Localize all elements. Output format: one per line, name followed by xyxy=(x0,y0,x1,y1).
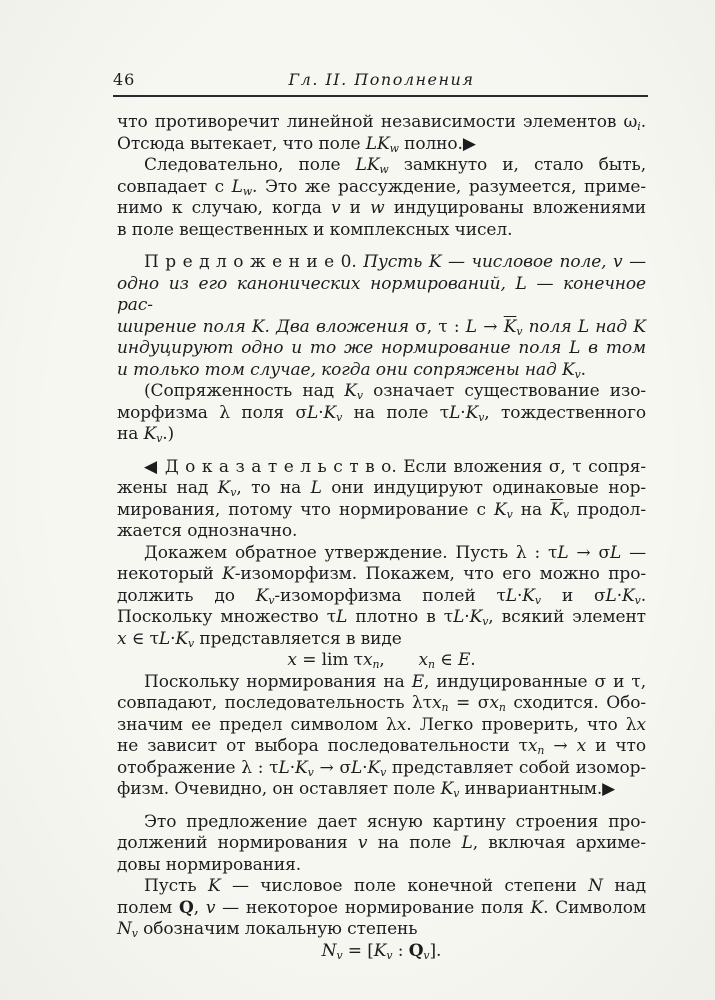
text-line: должений нормирования v на поле L, включая архиме- xyxy=(117,833,646,853)
text-line: ◀ Д о к а з а т е л ь с т в о. Если вложения σ, τ сопря- xyxy=(144,456,646,477)
paragraph-consequently xyxy=(117,155,646,241)
text-line: в поле вещественных и комплексных чисел. xyxy=(117,219,513,240)
text-line: совпадают, последовательность $\lambda\tau x_n = \sigma x_n$ сходится. Обо- xyxy=(117,693,646,715)
text-line: довы нормирования. xyxy=(117,854,302,875)
text-line: некоторый K-изоморфизм. Покажем, что его можно про- xyxy=(117,564,646,584)
proof-continued xyxy=(117,543,646,651)
text-line: мирования, потому что нормирование с $K_v$ на $\overline{K}_v$ продол- xyxy=(117,499,646,521)
page-body xyxy=(117,112,646,962)
text-line: жается однозначно. xyxy=(117,521,298,541)
text-line: ширение поля K. Два вложения σ, τ : $L \to \overline{K}_v$ поля L над K xyxy=(117,316,646,338)
page-content xyxy=(113,68,647,962)
text-line: Докажем обратное утверждение. Пусть λ : τL → σL — xyxy=(144,542,646,563)
text-line: нимо к случаю, когда v и w индуцированы вложениями xyxy=(117,198,647,218)
formula-limit xyxy=(117,650,646,672)
running-header xyxy=(113,68,646,92)
text-line: Поскольку нормирования на E, индуцированные σ и τ, xyxy=(144,671,646,692)
parenthetical-note xyxy=(117,381,646,446)
text-line: значим ее предел символом λx. Легко проверить, что λx xyxy=(117,714,646,735)
formula-line: $N_v = [K_v$ : $Q_v$]. xyxy=(321,940,442,962)
proof xyxy=(117,457,646,543)
page-number: 46 xyxy=(113,70,136,89)
paragraph-continuation xyxy=(117,112,646,155)
text-line: физм. Очевидно, он оставляет поле $K_v$ инвариантным.▶ xyxy=(117,779,616,801)
text-line: Отсюда вытекает, что поле $LK_w$ полно.▶ xyxy=(117,133,476,155)
text-line: x ∈ $\tau L\cdot K_v$ представляется в виде xyxy=(117,628,402,650)
local-degree-intro xyxy=(117,876,646,941)
text-line: Поскольку множество τL плотно в $\tau L\cdot K_v$, всякий элемент xyxy=(117,607,646,629)
text-line: что противоречит линейной независимости элементов $\omega_i$. xyxy=(117,112,646,134)
text-line: морфизма λ поля $\sigma L\cdot K_v$ на поле $\tau L\cdot K_v$, тождественного xyxy=(117,402,647,424)
text-line: не зависит от выбора последовательности $\tau x_n \to x$ и что xyxy=(117,736,646,758)
text-line: Пусть K — числовое поле конечной степени N над xyxy=(144,876,646,896)
text-line: $N_v$ обозначим локальную степень xyxy=(117,919,418,941)
text-line: П р е д л о ж е н и е 0. Пусть K — числовое поле, v — xyxy=(144,252,646,272)
text-line: одно из его канонических нормирований, L — конечное рас- xyxy=(117,273,646,315)
proof-conclusion xyxy=(117,672,646,801)
text-line: совпадает с $L_w$. Это же рассуждение, разумеется, приме- xyxy=(117,176,646,198)
text-line: полем Q, v — некоторое нормирование поля K. Символом xyxy=(117,897,647,918)
text-line: Это предложение дает ясную картину строения про- xyxy=(144,811,646,832)
chapter-title: Гл. II. Пополнения xyxy=(288,70,475,89)
text-line: на $K_v$.) xyxy=(117,424,175,446)
text-line: индуцируют одно и то же нормирование поля L в том xyxy=(117,338,646,358)
header-rule xyxy=(113,95,648,97)
text-line: Следовательно, поле $LK_w$ замкнуто и, стало быть, xyxy=(144,155,646,177)
text-line: и только том случае, когда они сопряжены над $K_v$. xyxy=(117,359,586,381)
remark xyxy=(117,812,646,877)
text-line: должить до $K_v$-изоморфизма полей $\tau L\cdot K_v$ и $\sigma L\cdot K_v$. xyxy=(117,585,646,607)
formula-line: $x = \lim \tau x_n$, $x_n$ ∈ E. xyxy=(287,650,476,672)
text-line: отображение λ : $\tau L\cdot K_v \to \sigma L\cdot K_v$ представляет собой изомор- xyxy=(117,757,646,779)
text-line: жены над $K_v$, то на L они индуцируют одинаковые нор- xyxy=(117,478,647,500)
formula-local-degree xyxy=(117,941,646,963)
proposition-0 xyxy=(117,252,646,381)
text-line: (Сопряженность над $K_v$ означает существование изо- xyxy=(144,381,646,403)
